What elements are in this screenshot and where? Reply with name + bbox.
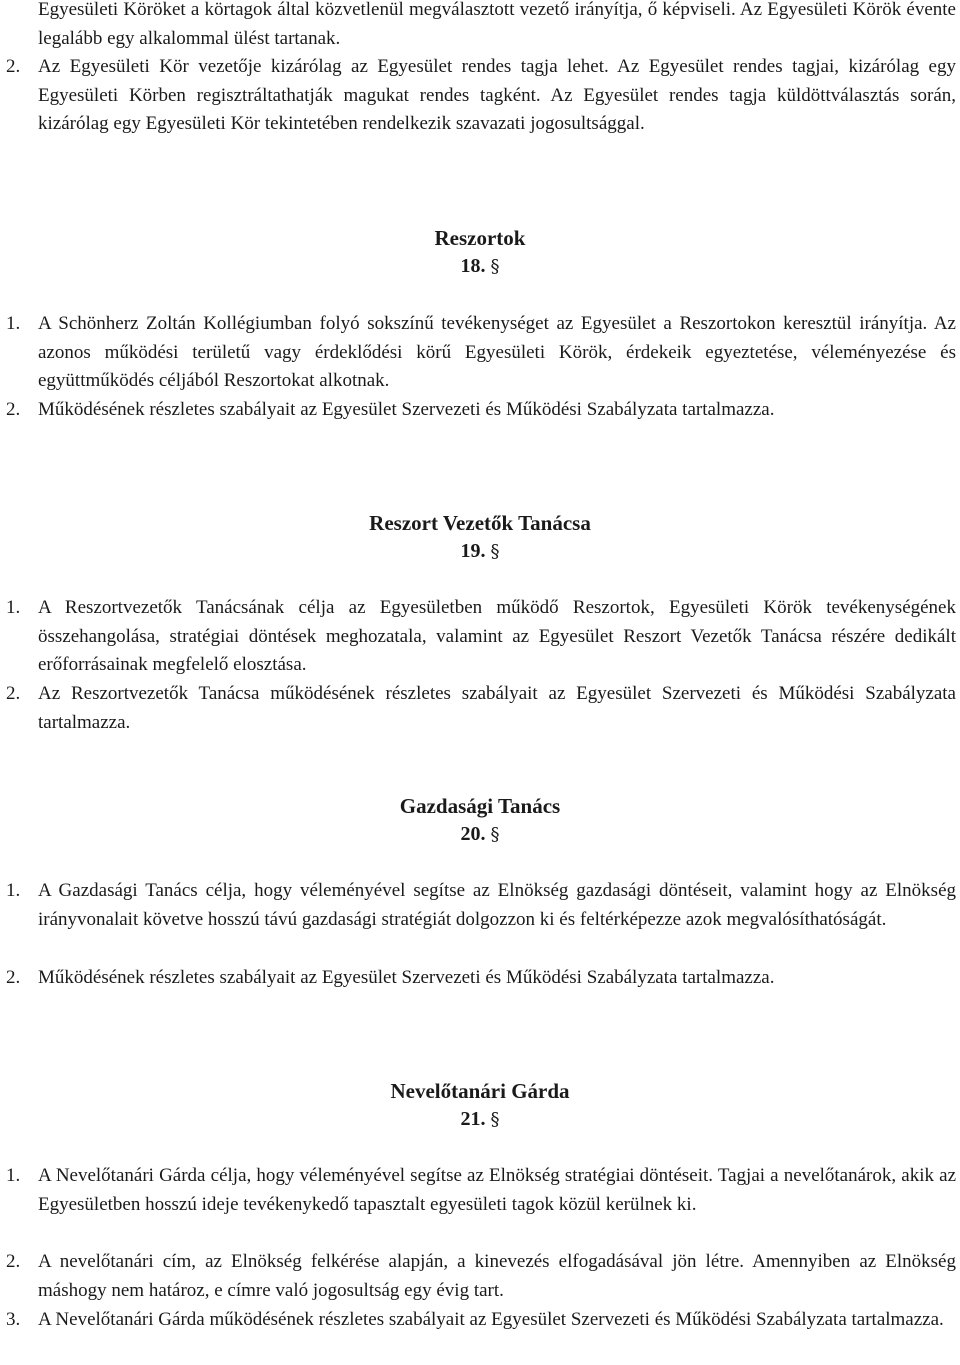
paragraph-number: 1.	[6, 313, 21, 334]
article-number-20: 20. §	[460, 823, 500, 845]
paragraph-number: 1.	[6, 1165, 21, 1186]
section-sign-icon: §	[490, 541, 500, 562]
paragraph-number: 2.	[6, 967, 21, 988]
s19-paragraph-1	[6, 594, 956, 680]
section-sign-icon: §	[490, 1109, 500, 1130]
section-sign-icon: §	[490, 824, 500, 845]
section-title-nevelotanari-garda: Nevelőtanári Gárda	[390, 1079, 570, 1103]
article-number-18: 18. §	[460, 255, 500, 277]
paragraph-text: A Gazdasági Tanács célja, hogy véleményével segítse az Elnökség gazdasági döntéseit, valamint hogy az Elnökség irányvonalait követve hosszú távú gazdasági stratégiát dolgozzon ki és feltérképezze azok megvalósíthatóságát.	[38, 880, 956, 930]
s20-paragraph-2	[6, 964, 956, 993]
paragraph-number: 3.	[6, 1309, 21, 1330]
paragraph-text: Működésének részletes szabályait az Egyesület Szervezeti és Működési Szabályzata tartalmazza.	[38, 967, 775, 988]
s18-paragraph-1	[6, 310, 956, 396]
paragraph-number: 2.	[6, 399, 21, 420]
section-title-reszortok: Reszortok	[434, 226, 526, 250]
paragraph-text: Az Reszortvezetők Tanácsa működésének részletes szabályait az Egyesület Szervezeti és Működési Szabályzata tartalmazza.	[38, 683, 956, 733]
paragraph-text: A Nevelőtanári Gárda célja, hogy véleményével segítse az Elnökség stratégiai döntéseit. Tagjai a nevelőtanárok, akik az Egyesületben hosszú ideje tevékenykedő tapasztalt egyesületi tagok közül kerülnek ki.	[38, 1165, 956, 1215]
paragraph-2	[6, 53, 956, 139]
s21-paragraph-1	[6, 1162, 956, 1219]
paragraph-text: Az Egyesületi Kör vezetője kizárólag az Egyesület rendes tagja lehet. Az Egyesület rendes tagjai, kizárólag egy Egyesületi Körben regisztráltathatják magukat rendes tagként. Az Egyesület rendes tagja küldöttválasztás során, kizárólag egy Egyesületi Kör tekintetében rendelkezik szavazati jogosultsággal.	[38, 56, 956, 135]
paragraph-text: A Nevelőtanári Gárda működésének részletes szabályait az Egyesület Szervezeti és Működési Szabályzata tartalmazza.	[38, 1309, 944, 1330]
paragraph-text: A nevelőtanári cím, az Elnökség felkérése alapján, a kinevezés elfogadásával jön létre. Amennyiben az Elnökség máshogy nem határoz, e címre való jogosultság egy évig tart.	[38, 1251, 956, 1301]
s19-paragraph-2	[6, 680, 956, 737]
paragraph-number: 1.	[6, 880, 21, 901]
paragraph-number: 2.	[6, 1251, 21, 1272]
s21-paragraph-3	[6, 1306, 956, 1335]
paragraph-number: 2.	[6, 56, 21, 77]
paragraph-continuation: Egyesületi Köröket a körtagok által közvetlenül megválasztott vezető irányítja, ő képviseli. Az Egyesületi Körök évente legalább egy alkalommal ülést tartanak.	[38, 0, 956, 49]
article-number-21: 21. §	[460, 1108, 500, 1130]
paragraph-number: 1.	[6, 597, 21, 618]
s18-paragraph-2	[6, 396, 956, 425]
s20-paragraph-1	[6, 877, 956, 934]
section-title-gazdasagi-tanacs: Gazdasági Tanács	[399, 794, 561, 818]
section-sign-icon: §	[490, 256, 500, 277]
paragraph-text: A Schönherz Zoltán Kollégiumban folyó sokszínű tevékenységet az Egyesület a Reszortokon keresztül irányítja. Az azonos működési területű vagy érdeklődési körű Egyesületi Körök, érdekeik egyeztetése, véleményezése és együttműködés céljából Reszortokat alkotnak.	[38, 313, 956, 392]
article-number-19: 19. §	[460, 540, 500, 562]
paragraph-number: 2.	[6, 683, 21, 704]
paragraph-text: Működésének részletes szabályait az Egyesület Szervezeti és Működési Szabályzata tartalmazza.	[38, 399, 775, 420]
s21-paragraph-2	[6, 1248, 956, 1305]
paragraph-text: A Reszortvezetők Tanácsának célja az Egyesületben működő Reszortok, Egyesületi Körök tevékenységének összehangolása, stratégiai döntések meghozatala, valamint az Egyesület Reszort Vezetők Tanácsa részére dedikált erőforrásainak megfelelő elosztása.	[38, 597, 956, 676]
section-title-reszort-vezetok-tanacsa: Reszort Vezetők Tanácsa	[369, 511, 591, 535]
